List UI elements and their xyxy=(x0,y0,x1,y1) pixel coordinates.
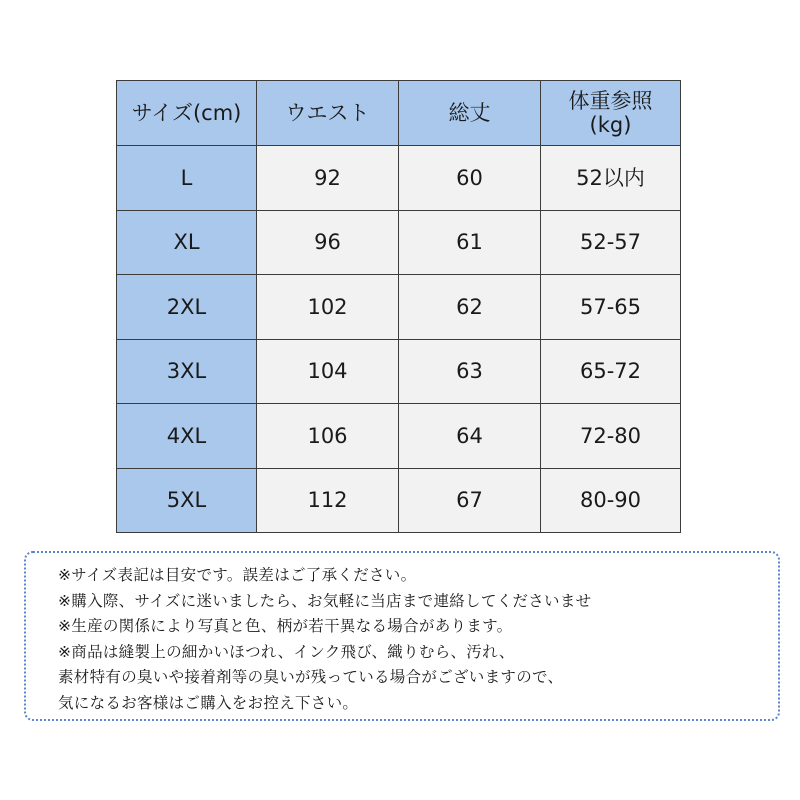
header-weight-label: 体重参照 xyxy=(568,88,653,113)
table-row xyxy=(117,210,681,275)
length-cell: 67 xyxy=(399,468,541,533)
weight-cell: 52以内 xyxy=(541,146,681,211)
note-line: ※生産の関係により写真と色、柄が若干異なる場合があります。 xyxy=(58,617,513,635)
waist-cell: 102 xyxy=(257,275,399,340)
waist-cell: 112 xyxy=(257,468,399,533)
table-row xyxy=(117,339,681,404)
size-cell: 2XL xyxy=(117,275,257,340)
header-weight xyxy=(541,81,681,146)
note-line: ※商品は縫製上の細かいほつれ、インク飛び、織りむら、汚れ、 xyxy=(58,642,515,661)
weight-cell: 52-57 xyxy=(541,210,681,275)
note-line: ※サイズ表記は目安です。誤差はご了承ください。 xyxy=(58,566,417,584)
size-chart-table xyxy=(116,80,681,533)
note-line: 素材特有の臭いや接着剤等の臭いが残っている場合がございますので、 xyxy=(58,668,564,686)
weight-cell: 80-90 xyxy=(541,468,681,533)
header-waist: ウエスト xyxy=(257,81,399,146)
header-weight-unit: (kg) xyxy=(589,113,632,137)
length-cell: 63 xyxy=(399,339,541,404)
table-row xyxy=(117,275,681,340)
length-cell: 61 xyxy=(399,210,541,275)
header-length: 総丈 xyxy=(399,81,541,146)
waist-cell: 106 xyxy=(257,404,399,469)
waist-cell: 96 xyxy=(257,210,399,275)
size-cell: XL xyxy=(117,210,257,275)
size-cell: 4XL xyxy=(117,404,257,469)
table-row xyxy=(117,468,681,533)
weight-cell: 65-72 xyxy=(541,339,681,404)
length-cell: 64 xyxy=(399,404,541,469)
size-cell: 3XL xyxy=(117,339,257,404)
waist-cell: 104 xyxy=(257,339,399,404)
size-cell: L xyxy=(117,146,257,211)
notes-list xyxy=(58,563,591,716)
length-cell: 62 xyxy=(399,275,541,340)
table-row xyxy=(117,146,681,211)
note-line: ※購入際、サイズに迷いましたら、お気軽に当店まで連絡してくださいませ xyxy=(58,591,592,610)
size-cell: 5XL xyxy=(117,468,257,533)
weight-cell: 72-80 xyxy=(541,404,681,469)
header-size: サイズ(cm) xyxy=(117,81,257,146)
note-line: 気になるお客様はご購入をお控え下さい。 xyxy=(58,693,359,712)
table-row xyxy=(117,404,681,469)
length-cell: 60 xyxy=(399,146,541,211)
notes-box xyxy=(24,551,780,721)
waist-cell: 92 xyxy=(257,146,399,211)
weight-cell: 57-65 xyxy=(541,275,681,340)
table-header-row xyxy=(117,81,681,146)
